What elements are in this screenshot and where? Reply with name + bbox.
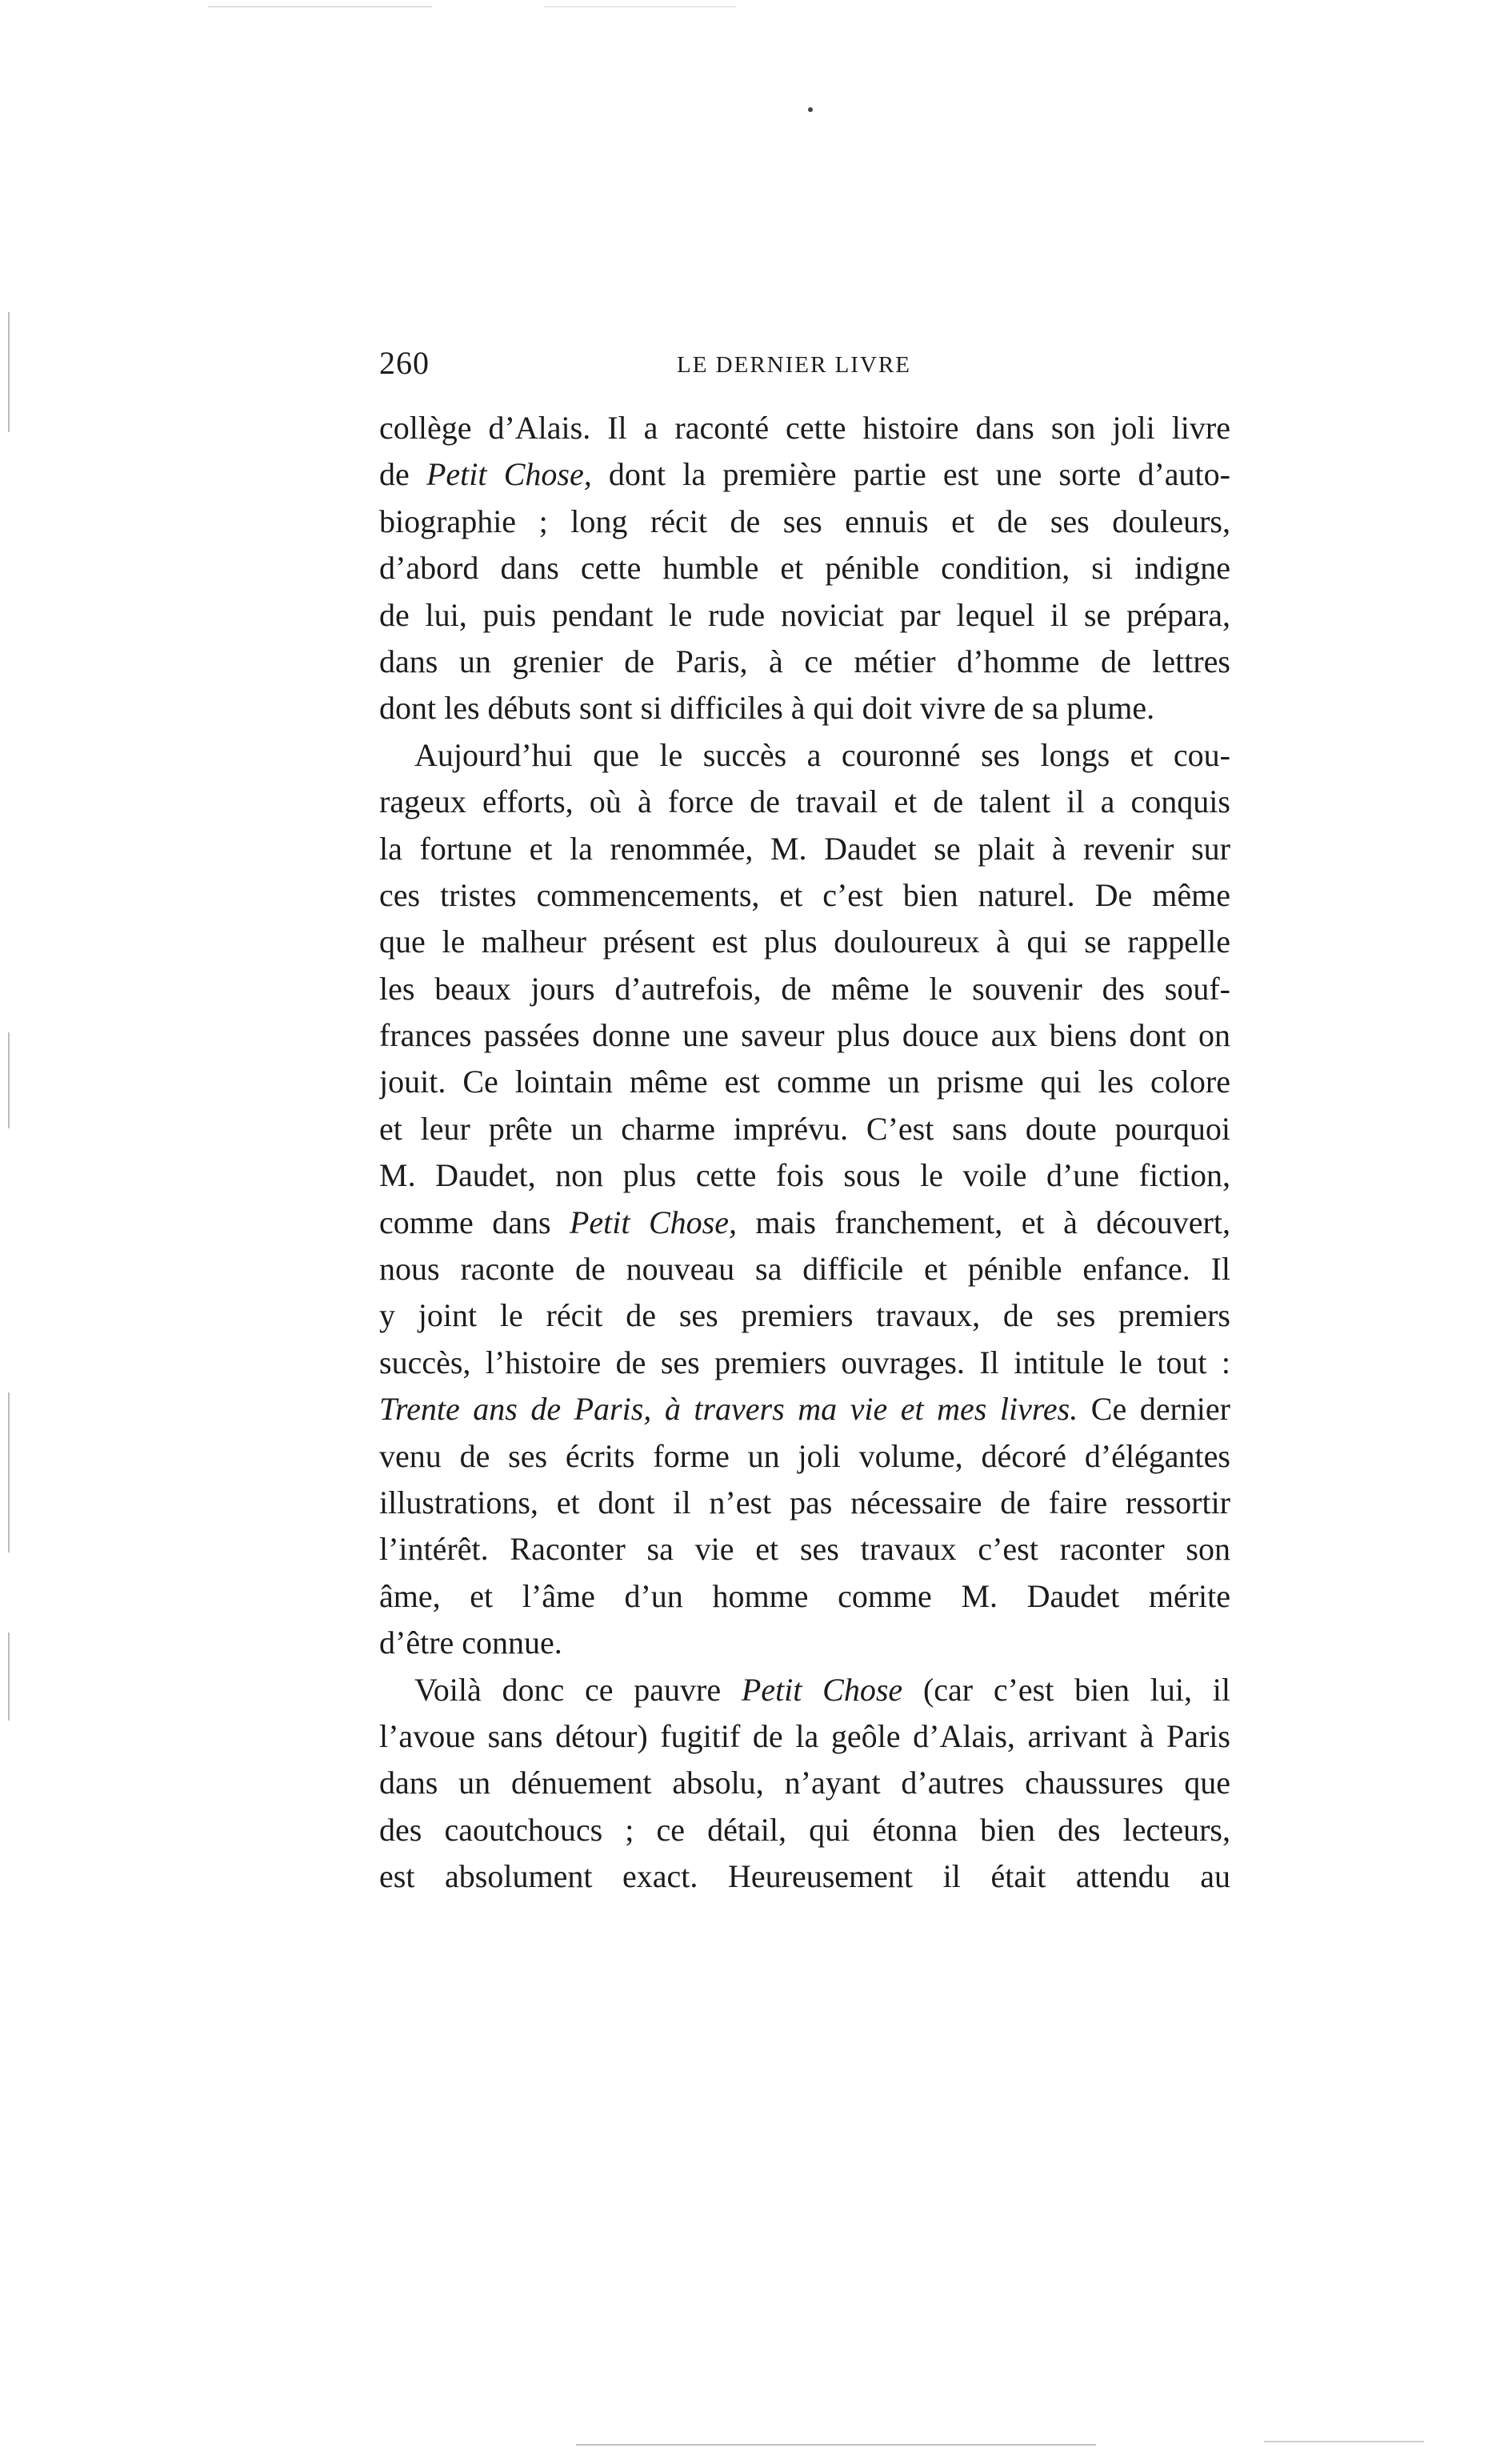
page-number: 260 [379,345,430,381]
text-run: venu de ses écrits forme un joli volume, décoré d’élégantes [379,1437,1230,1474]
text-run: succès, l’histoire de ses premiers ouvrages. Il intitule le tout : [379,1344,1230,1380]
text-run: de lui, puis pendant le rude noviciat par lequel il se prépara, [379,596,1230,633]
text-run: et leur prête un charme imprévu. C’est sans doute pourquoi [379,1110,1230,1147]
text-run: comme dans [379,1204,570,1240]
text-line [379,1246,1230,1292]
text-run: âme, et l’âme d’un homme comme M. Daudet mérite [379,1577,1230,1614]
text-line [379,779,1230,825]
text-line [379,451,1230,498]
text-line [379,1573,1230,1620]
text-run: les beaux jours d’autrefois, de même le souvenir des souf- [379,970,1230,1007]
text-run: que le malheur présent est plus douloureux à qui se rappelle [379,923,1230,960]
text-run: biographie ; long récit de ses ennuis et de ses douleurs, [379,503,1230,539]
text-line [379,872,1230,919]
text-run: Voilà donc ce pauvre [414,1671,742,1708]
text-line [379,732,1230,779]
text-line [379,1480,1230,1526]
text-run: d’être connue. [379,1625,562,1661]
text-run: M. Daudet, non plus cette fois sous le voile d’une fiction, [379,1157,1230,1194]
text-line [379,1713,1230,1760]
text-run: des caoutchoucs ; ce détail, qui étonna bien des lecteurs, [379,1811,1230,1848]
italic-title: Petit Chose, [426,456,592,493]
text-run: Ce dernier [1078,1391,1230,1428]
text-run: rageux efforts, où à force de travail et de talent il a conquis [379,783,1230,820]
running-title: LE DERNIER LIVRE [677,352,911,378]
text-run: d’abord dans cette humble et pénible condition, si indigne [379,550,1230,587]
text-line [379,685,1230,731]
italic-title: Petit Chose, [569,1204,737,1240]
text-line [379,1106,1230,1152]
text-run: est absolument exact. Heureusement il était attendu au [379,1858,1230,1895]
text-run: illustrations, et dont il n’est pas nécessaire de faire ressortir [379,1484,1230,1520]
text-run: dans un dénuement absolu, n’ayant d’autres chaussures que [379,1765,1230,1801]
text-run: la fortune et la renommée, M. Daudet se plait à revenir sur [379,830,1230,867]
text-line [379,1526,1230,1573]
text-line [379,545,1230,591]
text-line [379,1760,1230,1806]
text-run: l’avoue sans détour) fugitif de la geôle d’Alais, arrivant à Paris [379,1717,1230,1754]
text-run: jouit. Ce lointain même est comme un prisme qui les colore [379,1064,1230,1100]
text-run: frances passées donne une saveur plus douce aux biens dont on [379,1017,1230,1054]
text-line [379,1433,1230,1480]
scan-edge-mark [544,6,736,7]
text-line [379,1386,1230,1432]
scan-edge-mark [208,6,432,7]
scan-speck [808,107,813,112]
text-run: l’intérêt. Raconter sa vie et ses travaux c’est raconter son [379,1531,1230,1568]
text-line [379,639,1230,685]
text-run: ces tristes commencements, et c’est bien naturel. De même [379,876,1230,913]
text-line [379,1340,1230,1386]
text-line [379,592,1230,639]
scan-edge-mark [1264,2441,1424,2442]
text-run: dans un grenier de Paris, à ce métier d’homme de lettres [379,643,1230,679]
text-line [379,1152,1230,1199]
text-line [379,919,1230,965]
scan-edge-mark [576,2444,1096,2446]
scan-edge-mark [8,1633,10,1721]
text-line [379,826,1230,872]
scan-edge-mark [8,1392,10,1553]
scan-edge-mark [8,1032,10,1128]
text-run: (car c’est bien lui, il [902,1671,1230,1708]
text-run: y joint le récit de ses premiers travaux, de ses premiers [379,1297,1230,1334]
text-run: dont les débuts sont si difficiles à qui doit vivre de sa plume. [379,690,1155,727]
text-run: mais franchement, et à découvert, [736,1204,1230,1240]
italic-title: Petit Chose [741,1671,903,1708]
text-line [379,1012,1230,1059]
text-run: dont la première partie est une sorte d’auto- [591,456,1230,493]
text-line [379,1807,1230,1853]
text-line [379,1200,1230,1246]
text-run: nous raconte de nouveau sa difficile et pénible enfance. Il [379,1251,1230,1288]
text-line [379,1620,1230,1666]
text-line [379,405,1230,451]
text-line [379,499,1230,545]
text-line [379,1059,1230,1105]
text-line [379,1292,1230,1339]
scan-edge-mark [8,312,10,432]
body-text [379,405,1230,1901]
italic-title: Trente ans de Paris, à travers ma vie et mes livres. [379,1391,1078,1428]
text-run: collège d’Alais. Il a raconté cette histoire dans son joli livre [379,410,1230,446]
text-line [379,1667,1230,1713]
page-header [379,344,1243,392]
text-line [379,1853,1230,1900]
text-run: Aujourd’hui que le succès a couronné ses longs et cou- [414,736,1230,773]
text-line [379,966,1230,1012]
text-run: de [379,456,426,493]
